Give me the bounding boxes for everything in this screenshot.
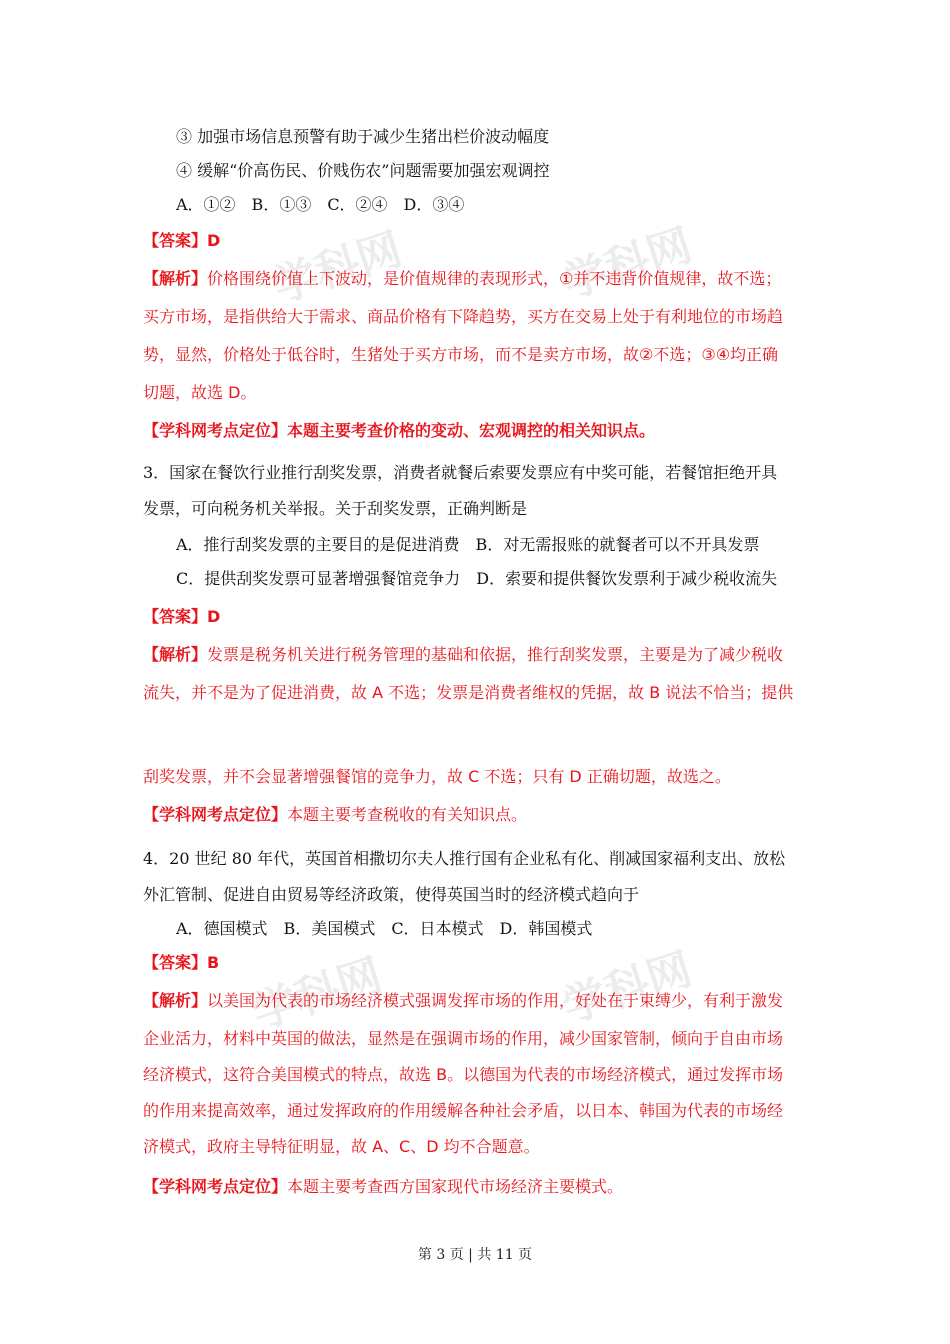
- answer-label: 【答案】: [143, 953, 208, 972]
- option-4: ④ 缓解“价高伤民、价贱伤农”问题需要加强宏观调控: [176, 161, 550, 180]
- knowledge-text: 本题主要考查税收的有关知识点。: [287, 805, 528, 824]
- answer-choices: A．①② B．①③ C．②④ D．③④: [176, 195, 465, 214]
- answer-label: 【答案】: [143, 231, 208, 250]
- knowledge-text: 本题主要考查西方国家现代市场经济主要模式。: [287, 1177, 624, 1196]
- answer-choices: A．推行刮奖发票的主要目的是促进消费 B．对无需报账的就餐者可以不开具发票: [176, 535, 760, 554]
- watermark-logo: 学科网: [266, 223, 409, 313]
- knowledge-point: [143, 804, 527, 826]
- answer-line: [143, 606, 220, 628]
- analysis-label: 【解析】: [143, 269, 208, 288]
- question-stem: 4．20 世纪 80 年代，英国首相撒切尔夫人推行国有企业私有化、削减国家福利支出、放松: [143, 849, 786, 868]
- analysis-text: 价格围绕价值上下波动，是价值规律的表现形式，①并不违背价值规律，故不选；: [207, 269, 782, 288]
- page-footer: 第 3 页 | 共 11 页: [417, 1247, 533, 1263]
- knowledge-label: 【学科网考点定位】: [143, 421, 288, 440]
- answer-value: B: [207, 953, 220, 972]
- analysis-text: 的作用来提高效率，通过发挥政府的作用缓解各种社会矛盾，以日本、韩国为代表的市场经: [143, 1101, 784, 1120]
- question-stem: 外汇管制、促进自由贸易等经济政策，使得英国当时的经济模式趋向于: [143, 885, 640, 904]
- answer-choices: A．德国模式 B．美国模式 C．日本模式 D．韩国模式: [176, 919, 593, 938]
- knowledge-label: 【学科网考点定位】: [143, 1177, 288, 1196]
- analysis-text: 势，显然，价格处于低谷时，生猪处于买方市场，而不是卖方市场，故②不选；③④均正确: [143, 345, 779, 364]
- analysis-label: 【解析】: [143, 645, 208, 664]
- analysis-text: 切题，故选 D。: [143, 383, 257, 402]
- question-stem: 发票，可向税务机关举报。关于刮奖发票，正确判断是: [143, 499, 528, 518]
- analysis-line: [143, 644, 783, 666]
- analysis-text: 流失，并不是为了促进消费，故 A 不选；发票是消费者维权的凭据，故 B 说法不恰当；提供: [143, 683, 794, 702]
- analysis-text: 企业活力，材料中英国的做法，显然是在强调市场的作用，减少国家管制，倾向于自由市场: [143, 1029, 784, 1048]
- watermark-logo: 学科网: [556, 943, 699, 1033]
- analysis-text: 经济模式，这符合美国模式的特点，故选 B。以德国为代表的市场经济模式，通过发挥市场: [143, 1065, 784, 1084]
- question-stem: 3．国家在餐饮行业推行刮奖发票，消费者就餐后索要发票应有中奖可能，若餐馆拒绝开具: [143, 463, 778, 482]
- analysis-text: 刮奖发票，并不会显著增强餐馆的竞争力，故 C 不选；只有 D 正确切题，故选之。: [143, 767, 731, 786]
- analysis-label: 【解析】: [143, 991, 208, 1010]
- answer-value: D: [207, 231, 221, 250]
- watermark-logo: 学科网: [556, 219, 699, 309]
- knowledge-point: [143, 1176, 623, 1198]
- answer-label: 【答案】: [143, 607, 208, 626]
- watermark-logo: 学科网: [246, 949, 389, 1039]
- answer-line: [143, 230, 220, 252]
- option-3: ③ 加强市场信息预警有助于减少生猪出栏价波动幅度: [176, 127, 550, 146]
- analysis-text: 买方市场，是指供给大于需求、商品价格有下降趋势，买方在交易上处于有利地位的市场趋: [143, 307, 784, 326]
- analysis-text: 以美国为代表的市场经济模式强调发挥市场的作用，好处在于束缚少，有利于激发: [207, 991, 784, 1010]
- knowledge-point: [143, 420, 655, 442]
- answer-line: [143, 952, 219, 974]
- answer-choices: C．提供刮奖发票可显著增强餐馆竞争力 D．索要和提供餐饮发票利于减少税收流失: [176, 569, 778, 588]
- answer-value: D: [207, 607, 221, 626]
- analysis-text: 济模式，政府主导特征明显，故 A、C、D 均不合题意。: [143, 1137, 540, 1156]
- knowledge-label: 【学科网考点定位】: [143, 805, 288, 824]
- analysis-line: [143, 268, 781, 290]
- knowledge-text: 本题主要考查价格的变动、宏观调控的相关知识点。: [287, 421, 656, 440]
- analysis-line: [143, 990, 783, 1012]
- analysis-text: 发票是税务机关进行税务管理的基础和依据，推行刮奖发票，主要是为了减少税收: [207, 645, 784, 664]
